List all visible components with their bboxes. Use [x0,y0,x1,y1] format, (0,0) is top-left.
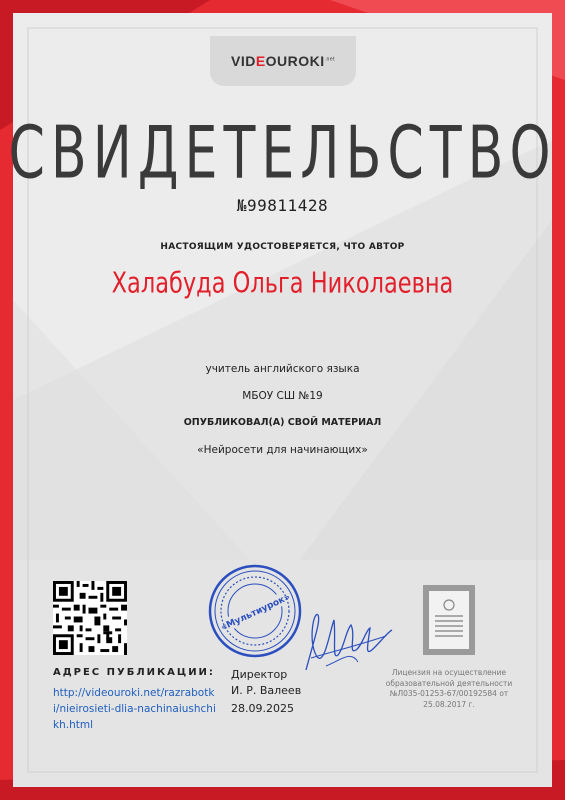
issue-date: 28.09.2025 [231,702,294,715]
organization-stamp [207,563,303,659]
videouroki-logo: $VIDEOUROKI^{.net}$ [230,53,336,69]
material-title: «Нейросети для начинающих» [197,444,368,456]
license-text: Лицензия на осуществление образовательной деятельности №Л035-01253-67/00192584 от 25.08.2017 г. [385,668,513,709]
author-name: Халабуда Ольга Николаевна [111,266,454,300]
published-label: ОПУБЛИКОВАЛ(А) СВОЙ МАТЕРИАЛ [183,417,382,428]
director-name: И. Р. Валеев [231,684,302,697]
director-role: Директор [231,668,288,681]
author-position: учитель английского языка [205,363,360,375]
license-document-icon [423,585,475,655]
certificate-title: СВИДЕТЕЛЬСТВО [8,110,557,195]
certify-text: НАСТОЯЩИМ УДОСТОВЕРЯЕТСЯ, ЧТО АВТОР [160,242,405,252]
address-label: АДРЕС ПУБЛИКАЦИИ: [53,667,215,678]
author-school: МБОУ СШ №19 [242,390,323,402]
qr-code[interactable] [53,581,127,655]
certificate-number: №99811428 [236,196,329,215]
publication-link[interactable]: http://videouroki.net/razrabotki/nieirosieti-dlia-nachinaiushchikh.html [53,687,216,731]
stamp-text: «Мультиурок» [219,592,292,634]
